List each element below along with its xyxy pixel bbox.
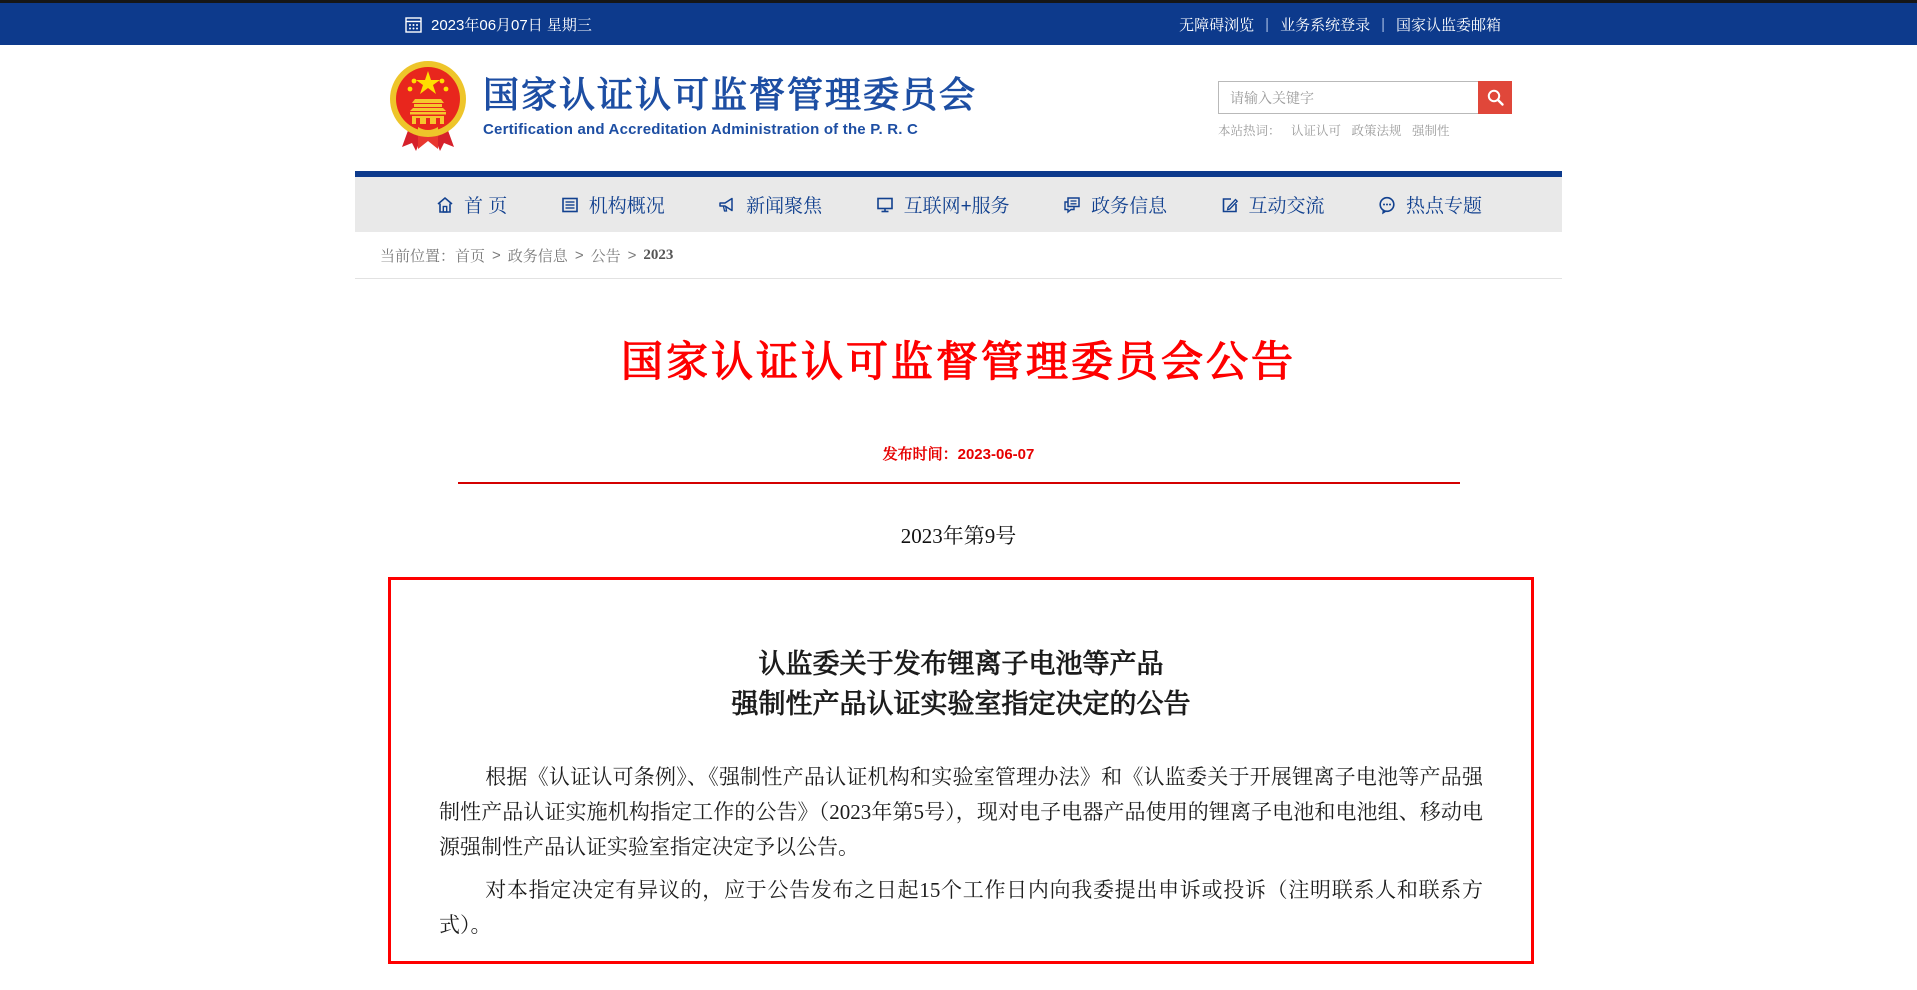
site-header: [355, 45, 1562, 171]
nav-item-label: 互动交流: [1248, 196, 1325, 217]
notice-title: [439, 644, 1483, 724]
notice-title-line1: 认监委关于发布锂离子电池等产品: [758, 649, 1164, 680]
interact-edit-icon: [1220, 195, 1240, 215]
nav-item-news-focus[interactable]: [717, 191, 822, 218]
notice-paragraph: 根据《认证认可条例》、《强制性产品认证机构和实验室管理办法》和《认监委关于开展锂离子电池等产品强制性产品认证实施机构指定工作的公告》（2023年第5号），现对电子电器产品使用的锂离子电池和电池组、移动电源强制性产品认证实验室指定决定予以公告。: [439, 765, 1483, 860]
hot-words-label: 本站热词：: [1218, 124, 1281, 138]
nav-item-label: 互联网+服务: [903, 196, 1010, 217]
article: [355, 339, 1562, 964]
publish-time: 发布时间：2023-06-07: [882, 446, 1035, 464]
nav-item-label: 机构概况: [588, 196, 665, 217]
topbar: [0, 0, 1917, 45]
hot-word-link[interactable]: 政策法规: [1351, 124, 1402, 138]
topbar-separator: |: [1381, 15, 1385, 33]
hot-word-link[interactable]: 强制性: [1412, 124, 1450, 138]
business-system-login-link[interactable]: 业务系统登录: [1280, 16, 1371, 34]
main-nav: [355, 177, 1562, 232]
calendar-icon: [405, 16, 422, 33]
notice-paragraph: 对本指定决定有异议的，应于公告发布之日起15个工作日内向我委提出申诉或投诉（注明联系人和联系方式）。: [439, 878, 1483, 938]
breadcrumb-separator: >: [627, 246, 637, 264]
breadcrumb-year-2023[interactable]: 2023: [643, 246, 674, 263]
nav-item-label: 热点专题: [1405, 196, 1482, 217]
site-name-english: Certification and Accreditation Administration of the P. R. C: [483, 120, 919, 138]
hot-words: [1218, 121, 1512, 139]
site-names: [483, 74, 977, 137]
nav-item-org-overview[interactable]: [560, 191, 665, 218]
nav-item-home[interactable]: [435, 191, 507, 218]
nav-item-interaction[interactable]: [1220, 191, 1325, 218]
breadcrumb-gov-info[interactable]: 政务信息: [507, 247, 568, 265]
notice-title-line2: 强制性产品认证实验室指定决定的公告: [731, 689, 1191, 720]
title-divider-line: [458, 482, 1460, 484]
search-area: [1218, 81, 1512, 139]
nav-item-internet-service[interactable]: [875, 191, 1010, 218]
hot-word-link[interactable]: 认证认可: [1291, 124, 1342, 138]
breadcrumb-separator: >: [574, 246, 584, 264]
notice-body: [439, 760, 1483, 943]
internet-service-icon: [875, 195, 895, 215]
breadcrumb-separator: >: [492, 246, 501, 264]
topbar-date-label: 2023年06月07日 星期三: [431, 16, 592, 34]
nav-item-label: 政务信息: [1091, 196, 1168, 217]
cnca-mailbox-link[interactable]: 国家认监委邮箱: [1395, 16, 1501, 34]
org-overview-icon: [560, 195, 580, 215]
site-name-chinese: 国家认证认可监督管理委员会: [483, 74, 978, 116]
news-megaphone-icon: [717, 195, 737, 215]
topbar-separator: |: [1265, 15, 1270, 33]
breadcrumb: [355, 232, 1562, 279]
site-logo-link[interactable]: [388, 59, 977, 153]
nav-item-label: 新闻聚焦: [746, 196, 823, 217]
hot-topics-chat-icon: [1377, 195, 1397, 215]
search-button[interactable]: [1478, 81, 1512, 114]
accessibility-link[interactable]: 无障碍浏览: [1179, 16, 1255, 34]
national-emblem-logo: [388, 59, 468, 153]
nav-item-hot-topics[interactable]: [1377, 191, 1482, 218]
breadcrumb-home[interactable]: 首页: [455, 247, 486, 265]
nav-item-gov-info[interactable]: [1062, 191, 1167, 218]
breadcrumb-announcements[interactable]: 公告: [590, 247, 621, 265]
gov-info-icon: [1062, 195, 1082, 215]
home-icon: [435, 195, 455, 215]
search-icon: [1486, 88, 1505, 107]
search-input[interactable]: [1218, 81, 1478, 114]
issue-number: 2023年第9号: [900, 524, 1017, 549]
nav-item-label: 首 页: [464, 196, 508, 217]
breadcrumb-label: 当前位置：: [380, 247, 456, 265]
article-title: 国家认证认可监督管理委员会公告: [620, 338, 1296, 385]
notice-box: [388, 577, 1534, 964]
topbar-links: [1168, 14, 1512, 35]
current-date: [405, 14, 592, 35]
